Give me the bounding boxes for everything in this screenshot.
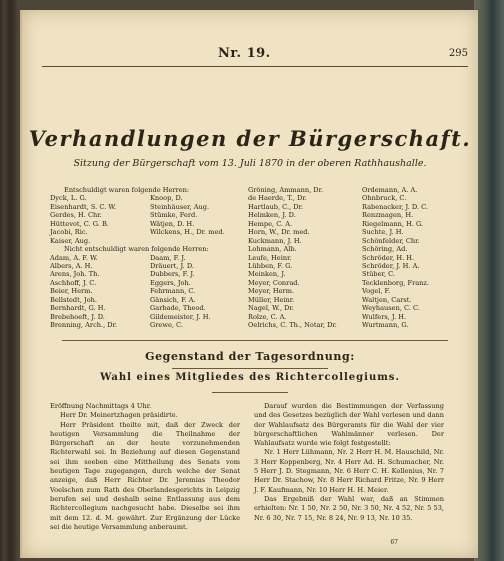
list-item: Brenning, Arch., Dr. — [50, 321, 118, 329]
list-item: Hüttevot, C. G. B. — [50, 219, 109, 228]
header-rule — [42, 66, 468, 67]
list-item: Stüber, C. — [362, 270, 396, 279]
list-item: Lohmann, Alb. — [248, 245, 297, 254]
list-item: Renzmagen, H. — [362, 211, 414, 220]
list-item: Grewe, C. — [150, 321, 183, 329]
list-item: Steinhäuser, Aug. — [150, 202, 210, 211]
list-item: Dyck, L. G. — [50, 194, 87, 203]
list-item: Ordemann, A. A. — [362, 186, 418, 194]
list-item: Helmken, J. D. — [248, 211, 296, 220]
list-item: Hempe, C. A. — [248, 219, 293, 228]
list-item: Jacobi, Ric. — [50, 228, 88, 237]
document-page — [20, 10, 478, 558]
paragraph: Eröffnung Nachmittags 4 Uhr. — [50, 402, 152, 410]
list-item: Brebehoeft, J. D. — [50, 312, 105, 321]
section-title: Gegenstand der Tagesordnung: — [145, 350, 355, 363]
book-spine — [474, 0, 504, 561]
list-item: Wurtmann, G. — [362, 321, 409, 329]
list-item: Müller, Heinr. — [248, 295, 295, 304]
list-item: Knoop, D. — [150, 194, 183, 203]
list-item: Gänsich, F. A. — [150, 295, 196, 304]
page-title: Verhandlungen der Bürgerschaft. — [28, 126, 472, 151]
list-item: Eggers, Joh. — [150, 278, 191, 287]
list-item: Riegelmann, H. G. — [362, 219, 424, 228]
list-item: Arens, Joh. Th. — [50, 270, 100, 279]
paragraph: Das Ergebniß der Wahl war, daß an Stimmen erhielten: Nr. 1 50, Nr. 2 50, Nr. 3 50, Nr. 4 52, Nr. 5 53, Nr. 6 30, Nr. 7 15, Nr. 8 24, Nr. 9 13, Nr. 10 35. — [254, 494, 444, 522]
list-item: Vogel, F. — [362, 287, 391, 296]
list-item: Weyhausen, C. C. — [362, 304, 420, 313]
list-item: Fehrmann, C. — [150, 287, 196, 296]
paragraph: Darauf wurden die Bestimmungen der Verfassung und des Gesetzes bezüglich der Wahl verlesen und dann der Wahlaufsatz des Bürgeramts für die Wahl der vier bürgerschaftlichen Wahlmänner verlesen. Der Wahlaufsatz wurde wie folgt festgestellt: — [254, 402, 444, 448]
list-item: Kaiser, Aug. — [50, 236, 91, 245]
list-item: Dubbers, F. J. — [150, 270, 195, 279]
page-number: 295 — [448, 48, 468, 59]
list-item: Nagel, W., Dr. — [248, 304, 294, 313]
list-item: Wätjen, D. H. — [150, 219, 195, 228]
list-item: Hartlaub, C., Dr. — [248, 202, 304, 211]
paragraph: Herr Dr. Meinertzhagen präsidirte. — [60, 411, 178, 420]
list-item: Tecklenborg, Franz. — [362, 278, 429, 287]
paragraph: Herr Präsident theilte mit, daß der Zweck der heutigen Versammlung die Theilnahme der Bürgerschaft an der heute vorzunehmenden Richterwahl sei. In Beziehung auf diesen Gegenstand sei ihm soeben eine Mittheilung des Senats vom heutigen Tage zugegangen, durch welche der Senat anzeige, daß Herr Richter Dr. Jeremias Theodor Voelschen zum Rath des Oberlandesgerichts in Leipzig berufen sei und deshalb seine Entlassung aus dem Richtercollegium nachgesucht habe. Dieselbe sei ihm mit dem 12. d. M. gewährt. Zur Ergänzung der Lücke sei die heutige Versammlung anberaumt. — [50, 420, 240, 531]
list-item: Albers, A. H. — [50, 261, 93, 270]
list-item: Schöring, Ad. — [362, 245, 408, 254]
not-excused-header: Nicht entschuldigt waren folgende Herren: — [64, 245, 209, 254]
list-item: Rolze, C. A. — [248, 312, 287, 321]
list-item: Oelrichs, C. Th., Notar, Dr. — [248, 321, 337, 329]
list-item: Leufe, Heinr. — [248, 253, 292, 262]
section-subtitle: Wahl eines Mitgliedes des Richtercollegiums. — [100, 372, 400, 383]
list-item: Gerdes, H. Chr. — [50, 211, 102, 220]
attendance-col-3 — [248, 186, 337, 329]
list-item: Schönfelder, Chr. — [362, 236, 420, 245]
list-item: Suchte, J. H. — [362, 228, 404, 237]
list-item: Wilckens, H., Dr. med. — [150, 228, 225, 237]
list-item: Kuckmann, J. H. — [248, 236, 302, 245]
list-item: Bernhardt, G. H. — [50, 304, 106, 313]
attendance-col-2 — [150, 194, 225, 329]
paragraph: Nr. 1 Herr Lühmann, Nr. 2 Herr H. M. Hauschild, Nr. 3 Herr Koppenberg, Nr. 4 Herr Ad. H. Schumacher, Nr. 5 Herr J. D. Stegmann, Nr. 6 Herr C. H. Kollenius, Nr. 7 Herr Dr. Stachow, Nr. 8 Herr Richard Fritze, Nr. 9 Herr J. F. Kaufmann, Nr. 10 Herr H. H. Meier. — [254, 448, 444, 494]
list-item: Wulfers, J. H. — [362, 312, 407, 321]
list-item: Schröder, H. H. — [362, 253, 415, 262]
list-item: Dräuert, J. D. — [150, 261, 194, 270]
list-item: Garbade, Theod. — [150, 304, 206, 313]
list-item: Rabenacker, J. D. C. — [362, 202, 429, 211]
list-item: Gröning, Ammann, Dr. — [248, 186, 324, 194]
list-item: Meyer, Herm. — [248, 287, 295, 296]
list-item: Lübben, F. G. — [248, 261, 293, 270]
attendance-col-4 — [362, 186, 429, 329]
list-item: Eisenhardt, S. C. W. — [50, 202, 117, 211]
list-item: Meinken, J. — [248, 270, 286, 279]
list-item: Aschhoff, J. C. — [50, 278, 97, 287]
list-item: Beier, Herm. — [50, 287, 93, 296]
list-item: Gildemeister, J. H. — [150, 312, 211, 321]
section-rule — [62, 340, 448, 341]
list-item: Stümke, Ferd. — [150, 211, 198, 220]
list-item: Waltjen, Carst. — [362, 295, 412, 304]
list-item: Adam, A. F. W. — [50, 253, 98, 262]
list-item: de Haerde, T., Dr. — [248, 194, 307, 203]
list-item: Bellstedt, Joh. — [50, 295, 97, 304]
right-text-column — [254, 402, 444, 523]
page-header — [22, 46, 478, 66]
list-item: Meyer, Conrad. — [248, 278, 300, 287]
list-item: Horn, W., Dr. med. — [248, 228, 310, 237]
list-item: Daam, F. J. — [150, 253, 186, 262]
signature-mark: 67 — [390, 539, 398, 546]
section-divider — [172, 368, 328, 369]
list-item: Schröder, J. H. A. — [362, 261, 420, 270]
session-subtitle: Sitzung der Bürgerschaft vom 13. Juli 1870 in der oberen Rathhaushalle. — [73, 158, 427, 169]
list-item: Ohnbruck, C. — [362, 194, 407, 203]
left-text-column — [50, 402, 240, 532]
issue-number: Nr. 19. — [218, 46, 271, 61]
subsection-divider — [212, 392, 288, 393]
excused-header: Entschuldigt waren folgende Herren: — [64, 186, 190, 194]
